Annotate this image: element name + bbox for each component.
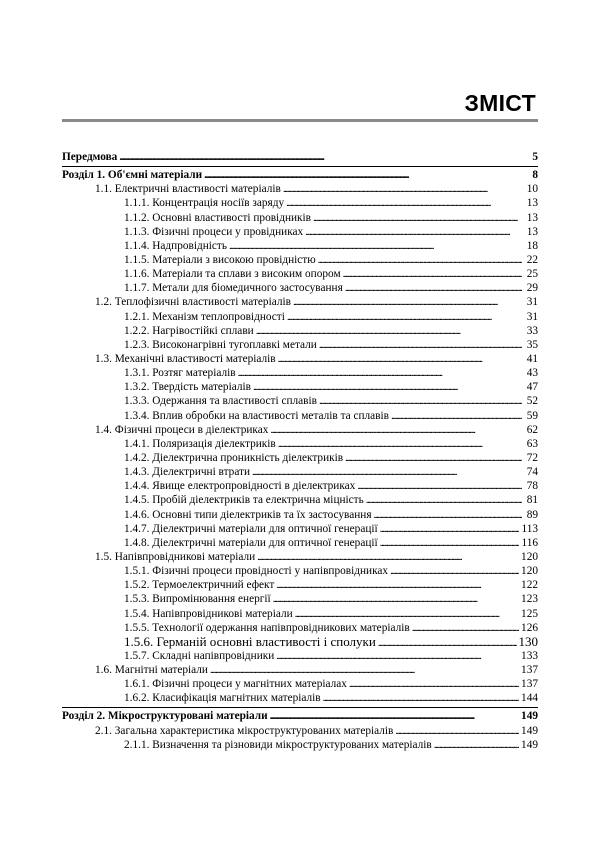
toc-entry-label: 1.6.2. Класифікація магнітних матеріалів [124, 692, 321, 705]
leader-dots [378, 635, 517, 650]
toc-entry[interactable] [62, 663, 538, 677]
toc-entry[interactable] [62, 536, 538, 550]
toc-entry-label: 1.4.5. Пробій діелектриків та електрична міцність [124, 494, 364, 507]
toc-page-number: 74 [526, 466, 538, 479]
table-of-contents [62, 150, 538, 752]
leader-dots [256, 324, 522, 338]
toc-page-number: 33 [526, 324, 538, 337]
leader-dots [412, 621, 519, 635]
toc-entry-label: 1.4.3. Діелектричні втрати [124, 466, 251, 479]
toc-page-number: 125 [521, 607, 538, 620]
leader-dots [210, 663, 519, 677]
toc-entry-label: 1.4.2. Діелектрична проникність діелектриків [124, 451, 344, 464]
toc-page-number: 137 [521, 678, 538, 691]
toc-page-number: 126 [521, 621, 538, 634]
toc-entry[interactable] [62, 437, 538, 451]
leader-dots [273, 592, 519, 606]
toc-page-number: 113 [521, 522, 538, 535]
toc-entry-label: 1.6.1. Фізичні процеси у магнітних матеріалах [124, 678, 347, 691]
toc-page-number: 120 [521, 550, 538, 563]
leader-dots [380, 522, 520, 536]
leader-dots [278, 437, 522, 451]
toc-entry[interactable] [62, 281, 538, 295]
toc-entry[interactable] [62, 724, 538, 738]
toc-entry-label: 1.1.2. Основні властивості провідників [124, 211, 311, 224]
toc-page-number: 62 [526, 423, 538, 436]
toc-entry[interactable] [62, 168, 538, 182]
leader-dots [366, 493, 522, 507]
toc-entry-label: 1.4.7. Діелектричні матеріали для оптичної генерації [124, 522, 378, 535]
toc-entry[interactable] [62, 423, 538, 437]
toc-page-number: 13 [526, 197, 538, 210]
toc-page-number: 81 [526, 494, 538, 507]
toc-page-number: 123 [521, 593, 538, 606]
toc-page-number: 78 [526, 480, 538, 493]
toc-entry[interactable] [62, 267, 538, 281]
toc-page-number: 52 [526, 395, 538, 408]
toc-entry[interactable] [62, 578, 538, 592]
toc-entry-label: 1.2.1. Механізм теплопровідності [124, 310, 285, 323]
toc-page-number: 5 [532, 151, 538, 163]
toc-entry[interactable] [62, 253, 538, 267]
toc-entry-label: 1.5.5. Технології одержання напівпровідникових матеріалів [124, 621, 410, 634]
toc-entry-label: 1.4.1. Поляризація діелектриків [124, 437, 276, 450]
toc-entry-label: Передмова [62, 151, 118, 163]
toc-entry[interactable] [62, 409, 538, 423]
leader-dots [229, 239, 522, 253]
toc-page-number: 89 [526, 508, 538, 521]
toc-entry[interactable] [62, 508, 538, 522]
toc-entry-label: 1.1.7. Метали для біомедичного застосування [124, 282, 343, 295]
toc-entry-label: 1.3.1. Розтяг матеріалів [124, 367, 236, 380]
toc-entry[interactable] [62, 451, 538, 465]
toc-entry-label: 1.1.4. Надпровідність [124, 239, 228, 252]
toc-entry[interactable] [62, 564, 538, 578]
toc-entry[interactable] [62, 550, 538, 564]
toc-entry-label: 2.1. Загальна характеристика мікроструктурованих матеріалів [95, 724, 394, 737]
leader-dots [270, 423, 522, 437]
leader-dots [295, 607, 519, 621]
toc-page-number: 116 [521, 536, 538, 549]
leader-dots [287, 310, 522, 324]
toc-entry[interactable] [62, 465, 538, 479]
toc-entry-label: 1.5.7. Складні напівпровідники [124, 649, 275, 662]
toc-entry-label: 1.2.2. Нагрівостійкі сплави [124, 324, 254, 337]
leader-dots [276, 649, 519, 663]
divider [62, 166, 538, 167]
toc-page-number: 31 [526, 310, 538, 323]
toc-entry-label: 1.3. Механічні властивості матеріалів [95, 352, 276, 365]
toc-page-number: 133 [521, 649, 538, 662]
toc-page-number: 122 [521, 579, 538, 592]
toc-entry-label: 1.1.1. Концентрація носіїв заряду [124, 197, 285, 210]
toc-page-number: 149 [521, 738, 538, 751]
toc-page-number: 29 [526, 282, 538, 295]
toc-entry[interactable] [62, 493, 538, 507]
toc-entry-label: 1.1. Електричні властивості матеріалів [95, 183, 281, 196]
toc-page-number: 41 [526, 352, 538, 365]
leader-dots [119, 150, 522, 164]
toc-entry[interactable] [62, 607, 538, 621]
toc-entry[interactable] [62, 738, 538, 752]
toc-entry[interactable] [62, 522, 538, 536]
toc-entry-label: 1.5.1. Фізичні процеси провідності у напівпровідниках [124, 565, 389, 578]
toc-page-number: 25 [526, 268, 538, 281]
toc-page-number: 31 [526, 296, 538, 309]
toc-entry[interactable] [62, 196, 538, 210]
divider [62, 707, 538, 708]
toc-entry[interactable] [62, 324, 538, 338]
toc-entry[interactable] [62, 635, 538, 649]
toc-entry-label: 1.5.2. Термоелектричний ефект [124, 579, 275, 592]
toc-entry[interactable] [62, 592, 538, 606]
toc-entry[interactable] [62, 380, 538, 394]
toc-entry-label: Розділ 2. Мікроструктуровані матеріали [62, 710, 268, 723]
toc-entry-label: 1.4.6. Основні типи діелектриків та їх застосування [124, 508, 372, 521]
toc-page-number: 13 [526, 225, 538, 238]
toc-entry-label: 1.3.4. Вплив обробки на властивості металів та сплавів [124, 409, 389, 422]
leader-dots [345, 451, 522, 465]
leader-dots [318, 253, 522, 267]
toc-entry[interactable] [62, 239, 538, 253]
toc-entry-label: 1.3.3. Одержання та властивості сплавів [124, 395, 317, 408]
leader-dots [253, 380, 522, 394]
toc-entry-label: 1.3.2. Твердість матеріалів [124, 381, 251, 394]
toc-entry[interactable] [62, 338, 538, 352]
toc-page-number: 22 [526, 253, 538, 266]
leader-dots [293, 295, 522, 309]
toc-entry-label: 1.2.3. Високонагрівні тугоплавкі метали [124, 338, 317, 351]
leader-dots [270, 709, 519, 723]
leader-dots [391, 409, 522, 423]
toc-page-number: 120 [521, 565, 538, 578]
leader-dots [257, 550, 519, 564]
leader-dots [305, 225, 522, 239]
toc-entry[interactable] [62, 295, 538, 309]
toc-entry-label: 1.5. Напівпровідникові матеріали [95, 550, 256, 563]
toc-entry-label: 1.5.6. Германій основні властивості і сполуки [124, 633, 376, 649]
toc-page-number: 63 [526, 437, 538, 450]
toc-entry-label: 1.1.6. Матеріали та сплави з високим опором [124, 268, 341, 281]
toc-entry[interactable] [62, 366, 538, 380]
toc-page-number: 18 [526, 239, 538, 252]
leader-dots [252, 465, 522, 479]
leader-dots [434, 738, 519, 752]
toc-entry-label: 1.1.3. Фізичні процеси у провідниках [124, 225, 304, 238]
leader-dots [319, 338, 522, 352]
toc-page-number: 47 [526, 381, 538, 394]
leader-dots [283, 182, 522, 196]
leader-dots [323, 691, 519, 705]
leader-dots [380, 536, 520, 550]
toc-entry-label: 1.5.4. Напівпровідникові матеріали [124, 607, 293, 620]
title-rule [62, 119, 538, 122]
leader-dots [357, 479, 522, 493]
leader-dots [374, 508, 522, 522]
toc-entry[interactable] [62, 352, 538, 366]
toc-entry[interactable] [62, 182, 538, 196]
leader-dots [204, 168, 522, 182]
toc-entry-label: Розділ 1. Об'ємні матеріали [62, 169, 203, 182]
leader-dots [313, 211, 522, 225]
toc-entry[interactable] [62, 310, 538, 324]
leader-dots [349, 677, 519, 691]
toc-page-number: 10 [526, 183, 538, 196]
toc-entry[interactable] [62, 211, 538, 225]
leader-dots [395, 724, 519, 738]
leader-dots [276, 578, 519, 592]
toc-page-number: 43 [526, 367, 538, 380]
toc-entry[interactable] [62, 709, 538, 723]
toc-page-number: 144 [521, 692, 538, 705]
toc-page-number: 72 [526, 451, 538, 464]
leader-dots [319, 394, 522, 408]
toc-entry-label: 1.6. Магнітні матеріали [95, 664, 208, 677]
leader-dots [390, 564, 519, 578]
toc-entry-label: 2.1.1. Визначення та різновиди мікроструктурованих матеріалів [124, 738, 432, 751]
leader-dots [345, 281, 522, 295]
toc-page-number: 8 [532, 169, 538, 182]
toc-entry-label: 1.4.8. Діелектричні матеріали для оптичної генерації [124, 536, 378, 549]
leader-dots [286, 196, 522, 210]
toc-entry[interactable] [62, 677, 538, 691]
toc-page-number: 35 [526, 338, 538, 351]
leader-dots [343, 267, 522, 281]
toc-entry[interactable] [62, 479, 538, 493]
toc-entry[interactable] [62, 649, 538, 663]
toc-page-number: 130 [518, 633, 538, 649]
toc-entry-label: 1.4. Фізичні процеси в діелектриках [95, 423, 269, 436]
toc-entry-label: 1.4.4. Явище електропровідності в діелектриках [124, 480, 356, 493]
toc-page-number: 13 [526, 211, 538, 224]
toc-entry[interactable] [62, 225, 538, 239]
page-title: ЗМІСТ [464, 90, 536, 116]
toc-entry-label: 1.2. Теплофізичні властивості матеріалів [95, 296, 291, 309]
toc-entry[interactable] [62, 394, 538, 408]
leader-dots [278, 352, 522, 366]
toc-entry-label: 1.1.5. Матеріали з високою провідністю [124, 253, 316, 266]
toc-entry[interactable] [62, 621, 538, 635]
leader-dots [238, 366, 522, 380]
toc-page-number: 149 [521, 710, 538, 723]
toc-entry[interactable] [62, 691, 538, 705]
toc-page-number: 59 [526, 409, 538, 422]
toc-page-number: 137 [521, 664, 538, 677]
toc-entry-label: 1.5.3. Випромінювання енергії [124, 593, 271, 606]
toc-page-number: 149 [521, 724, 538, 737]
toc-entry[interactable] [62, 150, 538, 164]
